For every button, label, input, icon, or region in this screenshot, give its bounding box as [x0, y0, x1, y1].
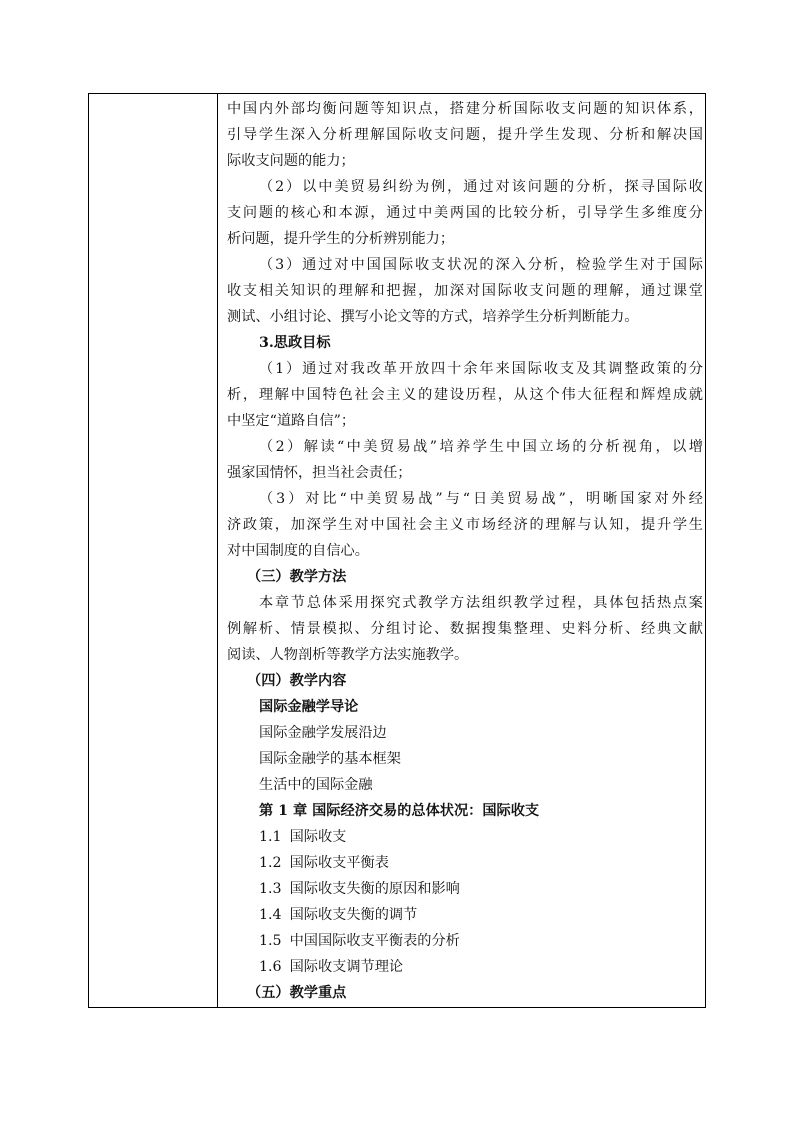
paragraph-line: 本章节总体采用探究式教学方法组织教学过程，具体包括热点案 [259, 595, 703, 611]
section-label: 国际收支 [289, 829, 347, 845]
ideological-goals-heading: 3.思政目标 [259, 335, 331, 351]
section-label: 中国国际收支平衡表的分析 [289, 933, 460, 949]
paragraph-line: （2）解读“中美贸易战”培养学生中国立场的分析视角，以增 [259, 439, 703, 455]
paragraph-line: 支问题的核心和本源，通过中美两国的比较分析，引导学生多维度分 [227, 205, 703, 221]
paragraph-line: 析问题，提升学生的分析辨别能力； [227, 231, 455, 247]
section-label: 国际收支调节理论 [289, 959, 404, 975]
section-item [259, 902, 417, 928]
paragraph-line: 析，理解中国特色社会主义的建设历程，从这个伟大征程和辉煌成就 [227, 387, 703, 403]
paragraph-line: 阅读、人物剖析等教学方法实施教学。 [227, 647, 469, 663]
teaching-content-heading: （四）教学内容 [247, 673, 347, 689]
section-number: 1.3 [259, 881, 282, 897]
section-number: 1.2 [259, 855, 282, 871]
list-item: 国际金融学的基本框架 [259, 751, 401, 767]
intro-title: 国际金融学导论 [259, 699, 359, 715]
paragraph-line: 济政策，加深学生对中国社会主义市场经济的理解与认知，提升学生 [227, 517, 703, 533]
section-label: 国际收支失衡的调节 [289, 907, 418, 923]
list-item: 国际金融学发展沿边 [259, 725, 387, 741]
syllabus-table [88, 93, 706, 1008]
teaching-focus-heading: （五）教学重点 [247, 985, 347, 1001]
section-label: 国际收支失衡的原因和影响 [289, 881, 460, 897]
table-left-cell [89, 94, 218, 1007]
section-label: 国际收支平衡表 [289, 855, 389, 871]
section-number: 1.1 [259, 829, 282, 845]
section-number: 1.4 [259, 907, 282, 923]
paragraph-line: （2）以中美贸易纠纷为例，通过对该问题的分析，探寻国际收 [259, 179, 703, 195]
paragraph-line: 例解析、情景模拟、分组讨论、数据搜集整理、史料分析、经典文献 [227, 621, 703, 637]
paragraph-line: 引导学生深入分析理解国际收支问题，提升学生发现、分析和解决国 [227, 127, 703, 143]
section-item [259, 824, 346, 850]
paragraph-line: 际收支问题的能力； [227, 153, 355, 169]
chapter-title: 第 1 章 国际经济交易的总体状况：国际收支 [259, 803, 540, 819]
section-item [259, 850, 389, 876]
section-number: 1.6 [259, 959, 282, 975]
paragraph-line: 强家国情怀，担当社会责任； [227, 465, 412, 481]
paragraph-line: 中国内外部均衡问题等知识点，搭建分析国际收支问题的知识体系， [227, 101, 703, 117]
section-item [259, 876, 460, 902]
paragraph-line: （1）通过对我改革开放四十余年来国际收支及其调整政策的分 [259, 361, 703, 377]
teaching-methods-heading: （三）教学方法 [247, 569, 347, 585]
paragraph-line: 中坚定“道路自信”； [227, 413, 356, 429]
section-item [259, 954, 403, 980]
section-number: 1.5 [259, 933, 282, 949]
section-item [259, 928, 460, 954]
paragraph-line: （3）对比“中美贸易战”与“日美贸易战”，明晰国家对外经 [259, 491, 703, 507]
paragraph-line: （3）通过对中国国际收支状况的深入分析，检验学生对于国际 [259, 257, 703, 273]
paragraph-line: 对中国制度的自信心。 [227, 543, 369, 559]
paragraph-line: 测试、小组讨论、撰写小论文等的方式，培养学生分析判断能力。 [227, 309, 639, 325]
list-item: 生活中的国际金融 [259, 777, 373, 793]
paragraph-line: 收支相关知识的理解和把握，加深对国际收支问题的理解，通过课堂 [227, 283, 703, 299]
